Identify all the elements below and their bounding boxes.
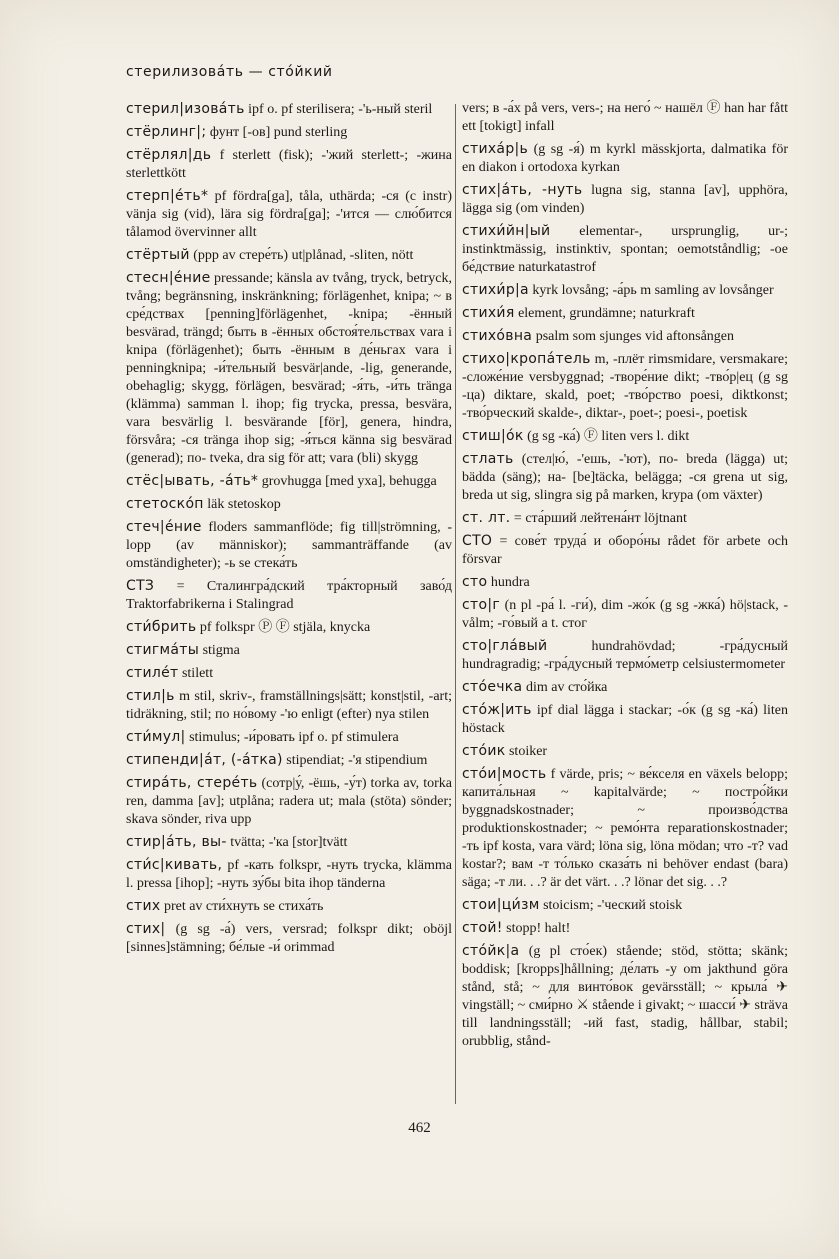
entry-headword: сто (462, 574, 488, 590)
entry-headword: стихи́я (462, 305, 515, 321)
entry-definition: фунт [-ов] pund sterling (209, 125, 348, 140)
entry-headword: стиле́т (126, 665, 179, 681)
entry-headword: сто́ечка (462, 679, 523, 695)
dictionary-entry (126, 146, 452, 183)
left-column (126, 100, 452, 961)
entry-definition: stigma (202, 643, 240, 658)
dictionary-entry (462, 350, 788, 423)
entry-headword: стир|а́ть, вы- (126, 834, 227, 850)
dictionary-entry (462, 327, 788, 346)
entry-headword: стои|ци́зм (462, 897, 540, 913)
dictionary-entry (126, 518, 452, 573)
entry-definition: m stil, skriv-, framställnings|sätt; konst|stil, -art; tidräkning, stil; по но́вому -'ю enligt (efter) nya stilen (126, 689, 452, 722)
entry-headword: стлать (462, 451, 514, 467)
entry-headword: сто|гла́вый (462, 638, 548, 654)
dictionary-entry (126, 641, 452, 660)
entry-headword: стерп|е́ть* (126, 188, 209, 204)
entry-definition: m, -плёт rimsmidare, versmakare; -сложе́ние versbyggnad; -творе́ние dikt; -тво́р|ец (g sg -ца) diktare, skald, poet; -тво́рство poesi, diktkonst; -тво́рческий skalde-, diktar-, poet-; poesi-, poetisk (462, 352, 789, 421)
dictionary-entry (462, 281, 788, 300)
dictionary-entry (126, 618, 452, 637)
running-head: стерилизова́ть — сто́йкий (126, 64, 333, 80)
entry-headword: стой! (462, 920, 503, 936)
entry-headword: ст. лт. (462, 510, 511, 526)
dictionary-entry (462, 919, 788, 938)
entry-definition: pret av сти́хнуть se стиха́ть (163, 899, 324, 914)
entry-definition: (g sg -я́) m kyrkl mässkjorta, dalmatika för en diakon i ortodoxa kyrkan (462, 142, 789, 175)
entry-headword: сти́мул| (126, 729, 186, 745)
dictionary-entry (126, 728, 452, 747)
entry-definition: elementar-, ursprunglig, ur-; instinktmässig, instinktiv, spontan; oemotståndlig; -ое бе́дствие naturkatastrof (462, 224, 788, 275)
entry-headword: стих| (126, 921, 166, 937)
entry-definition: = сове́т труда́ и оборо́ны rådet för arbete och försvar (462, 534, 789, 567)
entry-headword: стёс|ывать, -а́ть* (126, 473, 259, 489)
dictionary-entry (126, 100, 452, 119)
dictionary-entry (126, 897, 452, 916)
entry-definition: element, grundämne; naturkraft (518, 306, 695, 321)
entry-definition: pressande; känsla av tvång, tryck, betryck, tvång; begränsning, inskränkning; förlägenhet, knipa; ~ в сре́дствах [penning]förlägenhet, -knipa; -ённый besvärad, trängd; быть в -ённых обстоя́тельствах vara i knipa (förlägenhet); быть -ённым в де́ньгах vara i penningknipa; -и́тельный besvär|ande, -lig, generande, obehaglig; skygg, förlägen, besvärad; -я́ть, -и́ть tränga (klämma) samman l. ihop; fig trycka, pressa, besvära, vara besvärlig l. besvärande [för], genera, hindra, försvåra; -ся tränga ihop sig; -я́ться känna sig besvärad (generad); по- tveka, dra sig för att; vara (bli) skygg (126, 271, 453, 466)
entry-definition: pf folkspr Ⓟ Ⓕ stjäla, knycka (199, 620, 371, 635)
entry-definition: vers; в -а́х på vers, vers-; на него́ ~ нашёл Ⓕ han har fått ett [tokigt] infall (462, 101, 788, 134)
entry-headword: сто́ик (462, 743, 506, 759)
entry-definition: pf fördra[ga], tåla, uthärda; -ся (с instr) vänja sig (vid), lära sig fördra[ga]; -'ится — слю́бится tålamod övervinner allt (126, 189, 452, 240)
dictionary-entry (462, 509, 788, 528)
dictionary-entry (462, 181, 788, 218)
entry-headword: стипенди|а́т, (-а́тка) (126, 752, 283, 768)
entry-headword: стихи́р|а (462, 282, 529, 298)
dictionary-entry (462, 637, 788, 674)
entry-headword: стигма́ты (126, 642, 200, 658)
dictionary-entry (462, 765, 788, 892)
entry-definition: stoiker (508, 744, 548, 759)
dictionary-entry (126, 577, 452, 614)
entry-definition: hundra (490, 575, 530, 590)
entry-headword: стира́ть, стере́ть (126, 775, 258, 791)
entry-definition: f sterlett (fisk); -'жий sterlett-; -жина sterlettkött (126, 148, 452, 181)
entry-definition: (g pl сто́ек) stående; stöd, stötta; skänk; boddisk; [kropps]hållning; де́лать -у om jakthund göra stånd, stå; ~ для винто́вок gevärsställ; ~ крыла́ ✈ vingställ; ~ сми́рно ⚔ stående i givakt; ~ шасси́ ✈ sträva till landningsställ; -ий fast, stadig, hållbar, stabil; orubblig, stånd- (462, 944, 789, 1049)
dictionary-entry (126, 833, 452, 852)
entry-headword: стесн|е́ние (126, 270, 211, 286)
dictionary-entry (462, 573, 788, 592)
entry-definition: stimulus; -и́ровать ipf o. pf stimulera (189, 730, 399, 745)
entry-headword: стих|а́ть, -нуть (462, 182, 583, 198)
entry-definition: (g sg -а́) vers, versrad; folkspr dikt; oböjl [sinnes]stämning; бе́лые -и́ orimmad (126, 922, 452, 955)
entry-headword: СТО (462, 533, 493, 549)
entry-headword: сто|г (462, 597, 500, 613)
dictionary-entry (462, 896, 788, 915)
entry-headword: стиш|о́к (462, 428, 524, 444)
entry-definition: (ppp av стере́ть) ut|plånad, -sliten, nött (193, 248, 414, 263)
dictionary-entry (126, 187, 452, 242)
column-divider (455, 104, 456, 1104)
dictionary-entry (462, 596, 788, 633)
entry-definition: lugna sig, stanna [av], upphöra, lägga sig (om vinden) (462, 183, 788, 216)
dictionary-entry (462, 100, 788, 136)
entry-headword: сти́с|кивать, (126, 857, 223, 873)
entry-headword: стетоско́п (126, 496, 204, 512)
page-number: 462 (408, 1120, 431, 1136)
entry-headword: стерил|изова́ть (126, 101, 245, 117)
entry-headword: сто́и|мость (462, 766, 547, 782)
entry-headword: сто́ж|ить (462, 702, 532, 718)
dictionary-entry (462, 942, 788, 1051)
entry-headword: стёрлял|дь (126, 147, 212, 163)
dictionary-entry (126, 774, 452, 829)
entry-headword: сти́брить (126, 619, 197, 635)
entry-definition: (стел|ю́, -'ешь, -'ют), по- breda (lägga) ut; bädda (säng); на- [be]täcka, belägga; -ся grena ut sig, breda ut sig, slingra sig på marken, krypa (om växter) (462, 452, 788, 503)
entry-definition: (n pl -ра́ l. -ги́), dim -жо́к (g sg -жка́) hö|stack, -vålm; -го́вый a t. стог (462, 598, 788, 631)
entry-definition: tvätta; -'ка [stor]tvätt (230, 835, 348, 850)
right-column (462, 100, 788, 1055)
entry-definition: hundrahövdad; -гра́дусный hundragradig; -гра́дусный термо́метр celsiustermometer (462, 639, 788, 672)
entry-definition: grovhugga [med yxa], behugga (261, 474, 437, 489)
dictionary-entry (462, 450, 788, 505)
entry-headword: сто́йк|а (462, 943, 520, 959)
entry-headword: стил|ь (126, 688, 175, 704)
entry-headword: стихо́вна (462, 328, 533, 344)
entry-definition: psalm som sjunges vid aftonsången (535, 329, 734, 344)
entry-definition: stopp! halt! (506, 921, 571, 936)
entry-headword: стихи́йн|ый (462, 223, 551, 239)
dictionary-entry (126, 856, 452, 893)
entry-definition: läk stetoskop (207, 497, 281, 512)
entry-headword: стёртый (126, 247, 190, 263)
entry-definition: (g sg -ка́) Ⓕ liten vers l. dikt (527, 429, 690, 444)
dictionary-entry (462, 678, 788, 697)
entry-definition: f värde, pris; ~ ве́кселя en växels belopp; капита́льная ~ kapitalvärde; ~ постро́йки byggnadskostnader; ~ произво́дства produktionskostnader; ~ ремо́нта reparationskostnader; -ть ipf kosta, vara värd; löna sig, löna mödan; что -т? vad kostar?; вам -т то́лько сказа́ть ni behöver endast (bara) säga; -т ли. . .? är det värt. . .? lönar det sig. . .? (462, 767, 788, 890)
entry-definition: stipendiat; -'я stipendium (286, 753, 428, 768)
entry-headword: СТЗ (126, 578, 155, 594)
entry-headword: стеч|е́ние (126, 519, 202, 535)
dictionary-entry (462, 427, 788, 446)
dictionary-entry (126, 687, 452, 724)
entry-definition: (сотр|у́, -ёшь, -у́т) torka av, torka ren, damma [av]; utplåna; radera ut; mala (stöta) sönder; skava sönder, riva upp (126, 776, 452, 827)
entry-definition: kyrk lovsång; -а́рь m samling av lovsånger (532, 283, 774, 298)
entry-definition: = ста́рший лейтена́нт löjtnant (513, 511, 687, 526)
entry-headword: стёрлинг|; (126, 124, 207, 140)
dictionary-entry (126, 472, 452, 491)
dictionary-entry (462, 304, 788, 323)
entry-headword: стиха́р|ь (462, 141, 529, 157)
dictionary-entry (462, 701, 788, 738)
dictionary-entry (462, 532, 788, 569)
dictionary-entry (126, 269, 452, 468)
entry-definition: = Сталингра́дский тра́кторный заво́д Traktorfabrikerna i Stalingrad (126, 579, 453, 612)
dictionary-entry (462, 742, 788, 761)
dictionary-entry (126, 920, 452, 957)
dictionary-entry (126, 751, 452, 770)
entry-definition: floders sammanflöde; fig till|strömning, -lopp (av människor); sammanträffande (av omständigheter); -ь se стека́ть (126, 520, 453, 571)
entry-definition: ipf dial lägga i stackar; -о́к (g sg -ка́) liten höstack (462, 703, 788, 736)
entry-definition: stilett (181, 666, 214, 681)
entry-headword: стих (126, 898, 161, 914)
entry-definition: ipf o. pf sterilisera; -'ь-ный steril (248, 102, 433, 117)
dictionary-entry (462, 222, 788, 277)
entry-definition: dim av сто́йка (525, 680, 608, 695)
dictionary-entry (126, 246, 452, 265)
entry-definition: pf -кать folkspr, -нуть trycka, klämma l. pressa [ihop]; -нуть зу́бы bita ihop tänderna (126, 858, 453, 891)
entry-definition: stoicism; -'ческий stoisk (543, 898, 683, 913)
dictionary-entry (462, 140, 788, 177)
dictionary-entry (126, 664, 452, 683)
dictionary-entry (126, 495, 452, 514)
dictionary-entry (126, 123, 452, 142)
entry-headword: стихо|кропа́тель (462, 351, 591, 367)
